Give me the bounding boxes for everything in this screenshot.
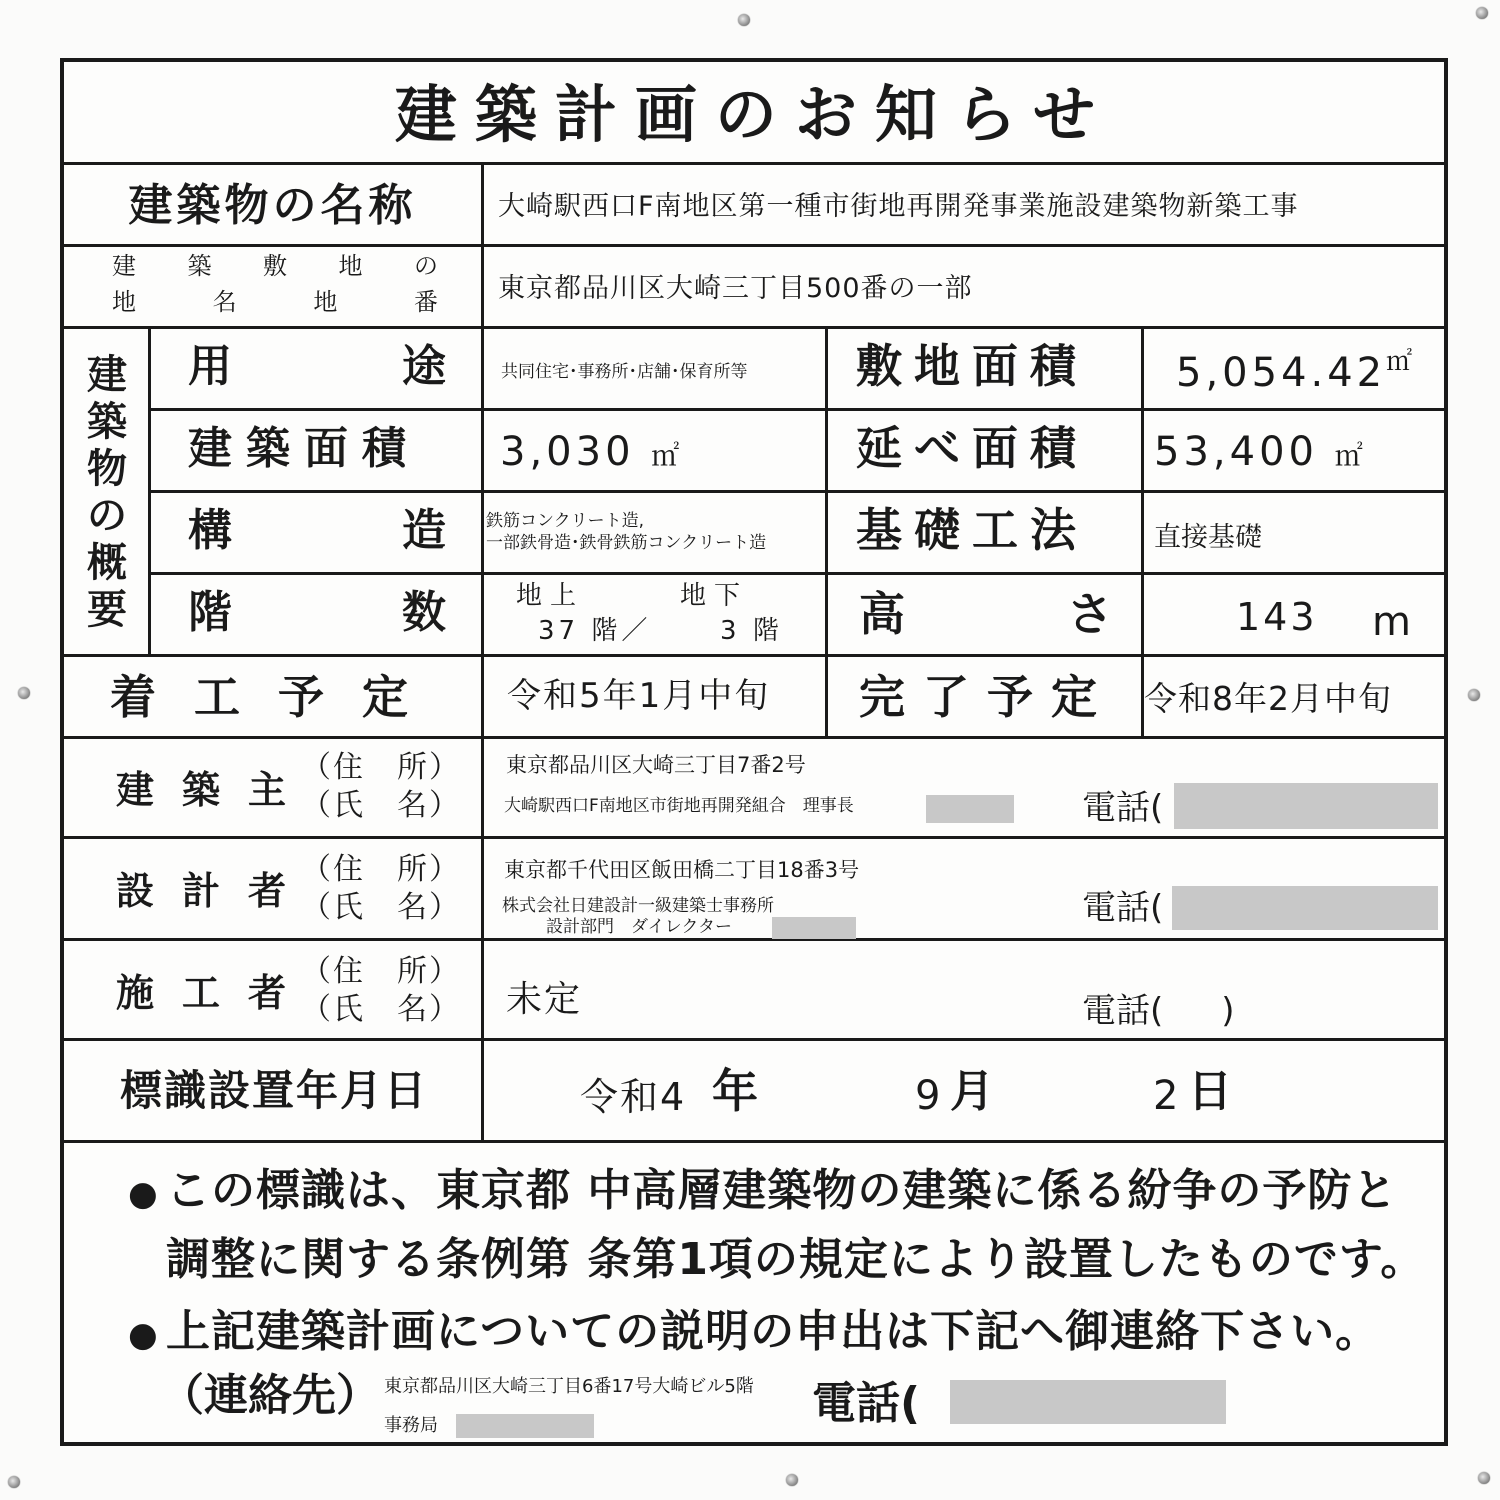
screw-icon — [1468, 689, 1480, 701]
owner-name-redaction — [926, 795, 1014, 823]
floors-above-value: 37 階／ — [538, 616, 652, 646]
bullet-icon: ● — [128, 1315, 158, 1355]
owner-name-label: （氏 名） — [301, 788, 461, 823]
floors-below-label: 地下 — [680, 581, 749, 611]
site-label-bottom: 地 名 地 番 — [112, 288, 438, 316]
posted-day-num: 2 — [1153, 1073, 1179, 1119]
designer-address: 東京都千代田区飯田橋二丁目18番3号 — [504, 858, 860, 882]
structure-value-line2: 一部鉄骨造･鉄骨鉄筋コンクリート造 — [486, 533, 767, 553]
site-value: 東京都品川区大崎三丁目500番の一部 — [498, 273, 973, 304]
contact-office: 事務局 — [384, 1415, 438, 1436]
total-floor-area-value: 53,400 ㎡ — [1154, 429, 1367, 475]
screw-icon — [18, 687, 30, 699]
designer-name-label: （氏 名） — [301, 890, 461, 925]
use-label: 用 途 — [188, 341, 446, 392]
designer-address-label: （住 所） — [301, 852, 461, 887]
contractor-phone-label: 電話( ) — [1082, 991, 1235, 1031]
height-value: 143 — [1236, 595, 1318, 639]
bullet-icon: ● — [128, 1174, 158, 1214]
completion-value: 令和8年2月中旬 — [1144, 679, 1392, 718]
building-name-value: 大崎駅西口F南地区第一種市街地再開発事業施設建築物新築工事 — [498, 191, 1299, 222]
completion-label: 完了予定 — [859, 670, 1115, 724]
floors-below-value: 3 階 — [720, 616, 783, 646]
owner-name: 大崎駅西口F南地区市街地再開発組合 理事長 — [504, 796, 854, 816]
owner-address-label: （住 所） — [301, 750, 461, 785]
use-value: 共同住宅･事務所･店舗･保育所等 — [501, 362, 748, 382]
structure-label: 構 造 — [188, 505, 446, 556]
note-line3: 上記建築計画についての説明の申出は下記へ御連絡下さい。 — [166, 1306, 1381, 1357]
structure-value-line1: 鉄筋コンクリート造, — [486, 511, 645, 531]
screw-icon — [786, 1474, 798, 1486]
contractor-label: 施工者 — [116, 971, 315, 1015]
building-area-value: 3,030 ㎡ — [500, 429, 684, 475]
designer-phone-redaction — [1172, 886, 1438, 930]
contact-address: 東京都品川区大崎三丁目6番17号大崎ビル5階 — [384, 1376, 754, 1397]
page-title: 建築計画のお知らせ — [394, 78, 1114, 151]
start-value: 令和5年1月中旬 — [507, 676, 771, 716]
floors-above-label: 地上 — [516, 581, 585, 611]
posted-day-unit: 日 — [1188, 1066, 1232, 1117]
building-name-label: 建築物の名称 — [128, 180, 417, 231]
notice-sheet — [60, 58, 1448, 1446]
designer-name-line2: 設計部門 ダイレクター — [546, 917, 732, 937]
note-line1: この標識は、東京都 中高層建築物の建築に係る紛争の予防と — [166, 1165, 1398, 1216]
site-area-value: 5,054.42㎡ — [1176, 347, 1417, 396]
site-label-top: 建 築 敷 地 の — [112, 252, 438, 280]
contact-phone-redaction — [950, 1380, 1226, 1424]
screw-icon — [1478, 1472, 1490, 1484]
height-label: 高 さ — [859, 587, 1113, 641]
designer-phone-label: 電話( — [1082, 888, 1164, 928]
site-area-label: 敷地面積 — [856, 339, 1088, 393]
outline-label: 建築物の概要 — [87, 352, 127, 633]
designer-name-redaction — [772, 917, 856, 939]
height-unit: m — [1372, 599, 1411, 645]
contractor-name-label: （氏 名） — [301, 992, 461, 1027]
total-floor-area-label: 延べ面積 — [856, 421, 1088, 475]
contact-office-redaction — [456, 1414, 594, 1438]
owner-phone-label: 電話( — [1082, 788, 1164, 828]
contact-label: （連絡先） — [160, 1370, 380, 1421]
foundation-label: 基礎工法 — [856, 503, 1088, 557]
screw-icon — [8, 1476, 20, 1488]
posted-month-unit: 月 — [950, 1066, 994, 1117]
contractor-address-label: （住 所） — [301, 954, 461, 989]
contractor-value: 未定 — [506, 979, 583, 1020]
posted-era-year: 令和4 — [580, 1075, 687, 1119]
note-line2: 調整に関する条例第 条第1項の規定により設置したものです。 — [166, 1234, 1426, 1285]
start-label: 着工予定 — [110, 670, 446, 724]
posted-year-unit: 年 — [712, 1064, 758, 1118]
designer-label: 設計者 — [116, 869, 315, 913]
posted-month-num: 9 — [915, 1073, 941, 1119]
screw-icon — [738, 14, 750, 26]
designer-name-line1: 株式会社日建設計一級建築士事務所 — [502, 896, 774, 916]
building-area-label: 建築面積 — [188, 423, 420, 474]
floors-label: 階 数 — [188, 587, 446, 638]
contact-phone-label: 電話( — [812, 1378, 921, 1429]
owner-address: 東京都品川区大崎三丁目7番2号 — [506, 753, 806, 777]
screw-icon — [1476, 7, 1488, 19]
foundation-value: 直接基礎 — [1154, 522, 1262, 553]
owner-label: 建築主 — [116, 768, 315, 812]
owner-phone-redaction — [1174, 783, 1438, 829]
posted-label: 標識設置年月日 — [120, 1066, 429, 1115]
